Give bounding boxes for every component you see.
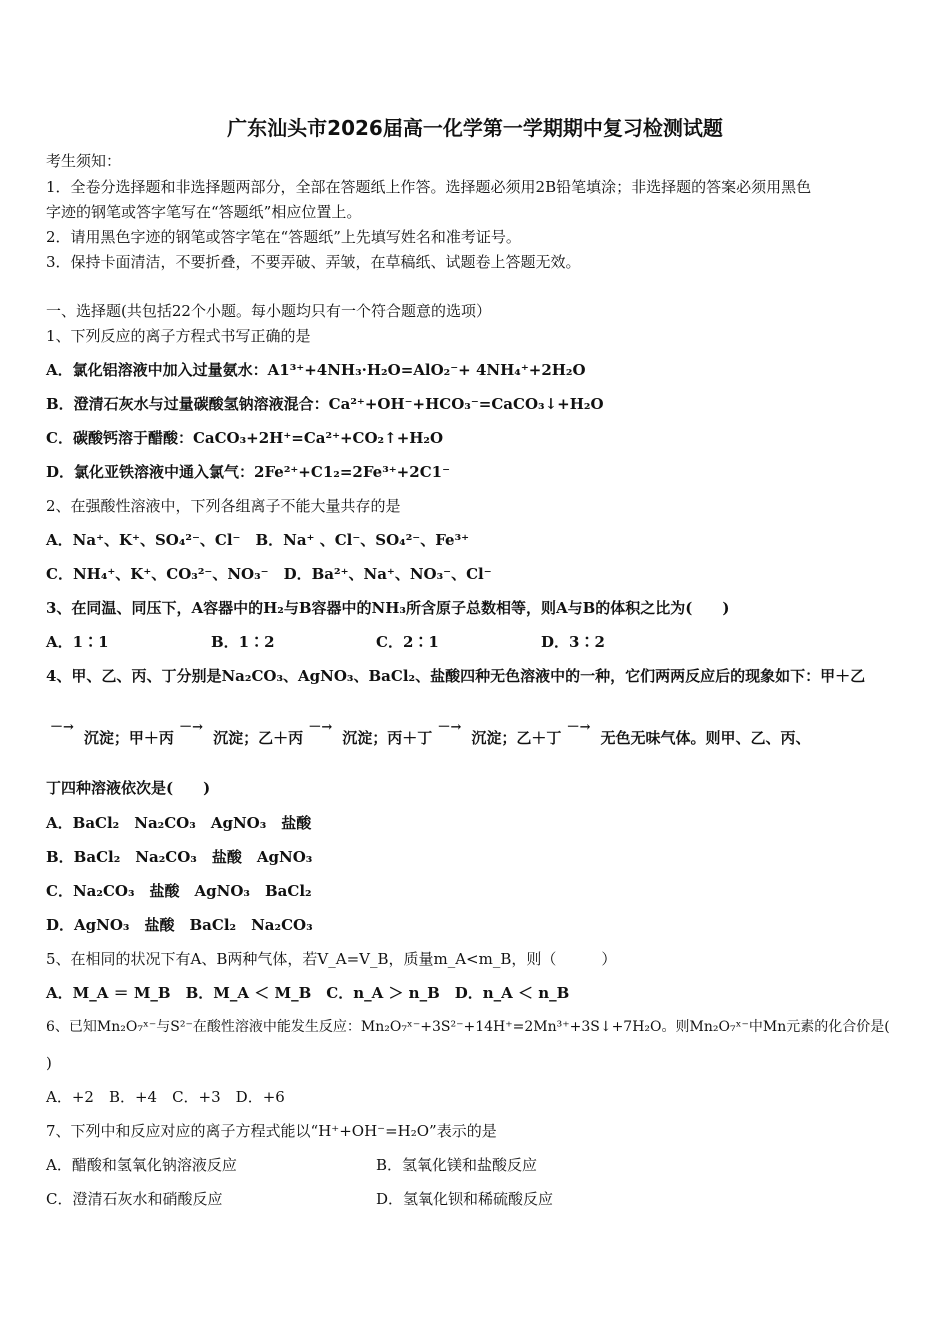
notice-line-2: 2．请用黑色字迹的钢笔或答字笔在“答题纸”上先填写姓名和准考证号。 <box>46 228 521 246</box>
q4-option-b: B．BaCl₂ Na₂CO₃ 盐酸 AgNO₃ <box>46 848 313 866</box>
q3-option-b: B．1∶2 <box>211 633 275 651</box>
notice-line-1a: 1．全卷分选择题和非选择题两部分，全部在答题纸上作答。选择题必须用2B铅笔填涂；非选择题的答案必须用黑色 <box>46 178 812 196</box>
q2-options-ab: A．Na⁺、K⁺、SO₄²⁻、Cl⁻ B．Na⁺ 、Cl⁻、SO₄²⁻、Fe³⁺ <box>46 531 470 549</box>
q1-option-a: A．氯化铝溶液中加入过量氨水：A1³⁺+4NH₃·H₂O=AlO₂⁻+ 4NH₄⁺+2H₂O <box>46 361 586 379</box>
q6-line-2: ) <box>46 1054 52 1072</box>
q6-line-1: 6、已知Mn₂O₇ˣ⁻与S²⁻在酸性溶液中能发生反应：Mn₂O₇ˣ⁻+3S²⁻+14H⁺=2Mn³⁺+3S↓+7H₂O。则Mn₂O₇ˣ⁻中Mn元素的化合价是( <box>46 1019 890 1035</box>
q7-stem: 7、下列中和反应对应的离子方程式能以“H⁺+OH⁻=H₂O”表示的是 <box>46 1122 497 1140</box>
q4-line-2 <box>50 720 811 751</box>
reaction-arrow: －→ <box>179 720 204 735</box>
q7-option-d: D．氢氧化钡和稀硫酸反应 <box>376 1190 554 1208</box>
q3-stem: 3、在同温、同压下，A容器中的H₂与B容器中的NH₃所含原子总数相等，则A与B的体积之比为( ) <box>46 599 730 617</box>
reaction-arrow: －→ <box>566 720 591 735</box>
q1-stem: 1、下列反应的离子方程式书写正确的是 <box>46 327 311 345</box>
q4-option-c: C．Na₂CO₃ 盐酸 AgNO₃ BaCl₂ <box>46 882 312 900</box>
q4-result-4: 沉淀；乙＋丁 <box>471 729 562 747</box>
q7-option-b: B．氢氧化镁和盐酸反应 <box>376 1156 538 1174</box>
q2-options-cd: C．NH₄⁺、K⁺、CO₃²⁻、NO₃⁻ D．Ba²⁺、Na⁺、NO₃⁻、Cl⁻ <box>46 565 492 583</box>
q5-options: A．M_A ＝ M_B B．M_A ＜ M_B C．n_A ＞ n_B D．n_A ＜ n_B <box>46 984 570 1002</box>
q1-option-b: B．澄清石灰水与过量碳酸氢钠溶液混合：Ca²⁺+OH⁻+HCO₃⁻=CaCO₃↓+H₂O <box>46 395 604 413</box>
q7-option-a: A．醋酸和氢氧化钠溶液反应 <box>46 1156 237 1174</box>
q4-result-2: 沉淀；乙＋丙 <box>213 729 304 747</box>
q7-option-c: C．澄清石灰水和硝酸反应 <box>46 1190 223 1208</box>
q3-option-a: A．1∶1 <box>46 633 109 651</box>
notice-line-3: 3．保持卡面清洁，不要折叠，不要弄破、弄皱，在草稿纸、试题卷上答题无效。 <box>46 253 581 271</box>
q5-stem: 5、在相同的状况下有A、B两种气体，若V_A=V_B，质量m_A<m_B，则（ ） <box>46 950 617 968</box>
q4-option-a: A．BaCl₂ Na₂CO₃ AgNO₃ 盐酸 <box>46 814 312 832</box>
q4-line-1: 4、甲、乙、丙、丁分别是Na₂CO₃、AgNO₃、BaCl₂、盐酸四种无色溶液中的一种，它们两两反应后的现象如下：甲＋乙 <box>46 667 866 685</box>
q4-result-1: 沉淀；甲＋丙 <box>83 729 174 747</box>
reaction-arrow: －→ <box>308 720 333 735</box>
q1-option-d: D．氯化亚铁溶液中通入氯气：2Fe²⁺+C1₂=2Fe³⁺+2C1⁻ <box>46 463 450 481</box>
reaction-arrow: －→ <box>437 720 462 735</box>
page-title: 广东汕头市2026届高一化学第一学期期中复习检测试题 <box>227 116 723 140</box>
q6-options: A．+2 B．+4 C．+3 D．+6 <box>46 1088 285 1106</box>
notice-heading: 考生须知： <box>46 152 122 170</box>
q2-stem: 2、在强酸性溶液中，下列各组离子不能大量共存的是 <box>46 497 401 515</box>
q1-option-c: C．碳酸钙溶于醋酸：CaCO₃+2H⁺=Ca²⁺+CO₂↑+H₂O <box>46 429 444 447</box>
q4-option-d: D．AgNO₃ 盐酸 BaCl₂ Na₂CO₃ <box>46 916 313 934</box>
q4-result-5: 无色无味气体。则甲、乙、丙、 <box>600 729 811 747</box>
section-heading: 一、选择题(共包括22个小题。每小题均只有一个符合题意的选项） <box>46 302 491 320</box>
q4-line-3: 丁四种溶液依次是( ) <box>46 779 211 797</box>
notice-line-1b: 字迹的钢笔或答字笔写在“答题纸”相应位置上。 <box>46 203 362 221</box>
q3-option-c: C．2∶1 <box>376 633 439 651</box>
reaction-arrow: －→ <box>50 720 74 735</box>
q3-option-d: D．3∶2 <box>541 633 605 651</box>
q4-result-3: 沉淀；丙＋丁 <box>342 729 433 747</box>
